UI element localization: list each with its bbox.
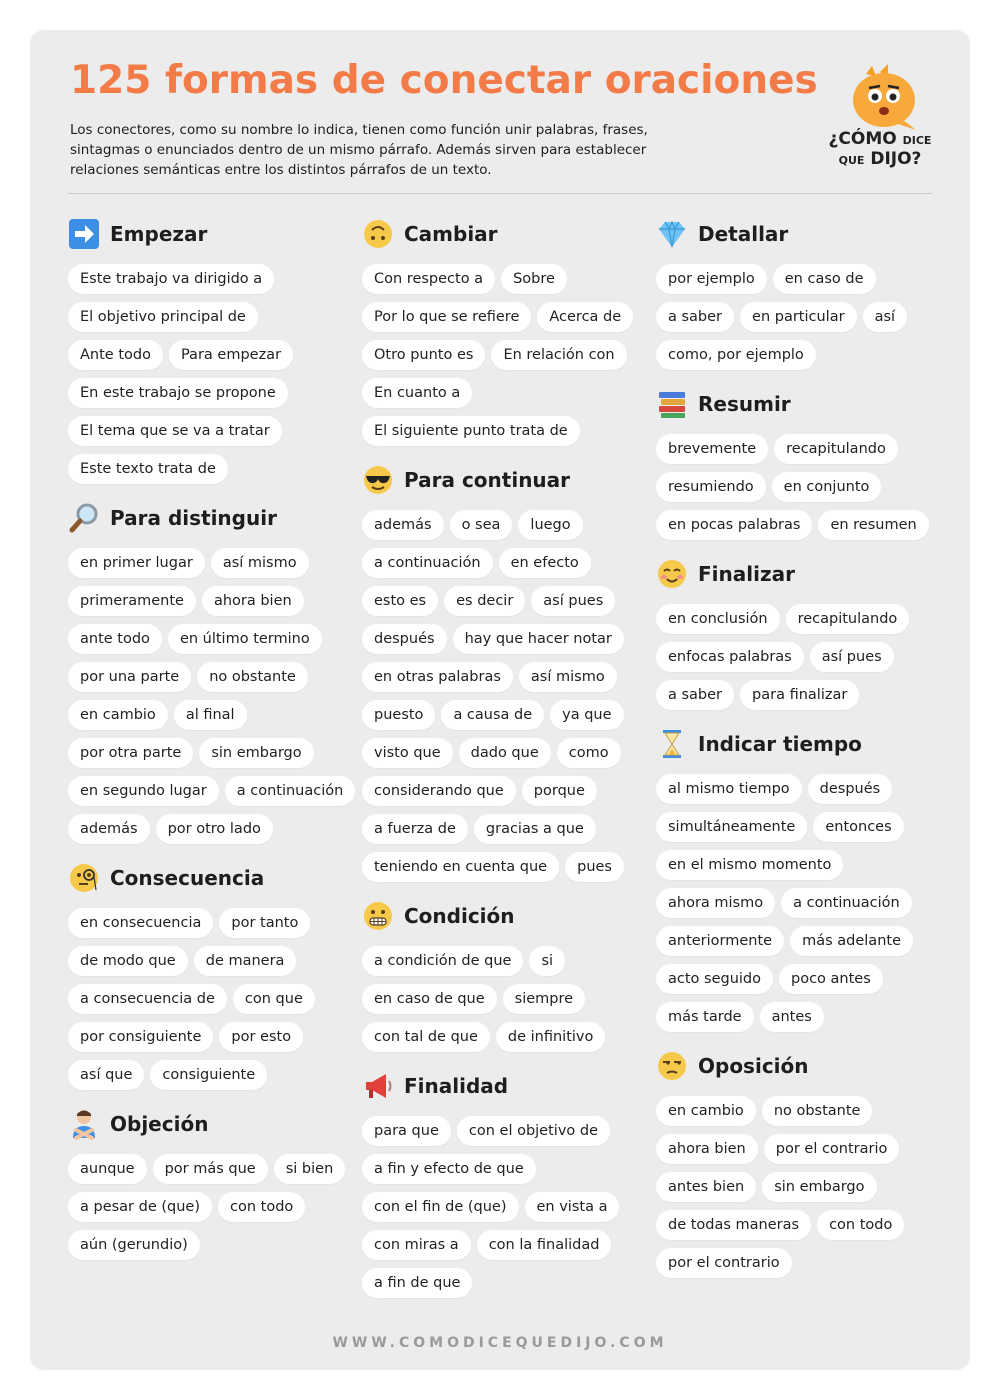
connector-chip: Sobre (501, 264, 567, 294)
section-condicion (362, 898, 652, 1052)
monocle-face-icon (68, 862, 100, 894)
connector-chip: teniendo en cuenta que (362, 852, 559, 882)
connector-chip: gracias a que (474, 814, 596, 844)
connector-list (68, 264, 358, 484)
connector-chip: de infinitivo (496, 1022, 605, 1052)
column-2 (362, 216, 652, 1314)
connector-chip: resumiendo (656, 472, 766, 502)
section-indicar-tiempo (656, 726, 946, 1032)
connector-chip: en pocas palabras (656, 510, 812, 540)
connector-chip: entonces (813, 812, 903, 842)
connector-chip: En este trabajo se propone (68, 378, 288, 408)
connector-chip: con la finalidad (477, 1230, 612, 1260)
connector-chip: luego (518, 510, 582, 540)
page-title: 125 formas de conectar oraciones (70, 58, 818, 103)
connector-chip: sin embargo (762, 1172, 876, 1202)
section-header (68, 1106, 358, 1142)
connector-chip: para finalizar (740, 680, 859, 710)
connector-chip: de modo que (68, 946, 188, 976)
connector-list (656, 264, 946, 370)
connector-chip: a condición de que (362, 946, 523, 976)
connector-chip: a continuación (781, 888, 912, 918)
section-detallar (656, 216, 946, 370)
connector-chip: simultáneamente (656, 812, 807, 842)
section-title: Finalizar (698, 562, 795, 586)
connector-chip: por esto (219, 1022, 303, 1052)
connector-chip: en cambio (656, 1096, 756, 1126)
column-1 (68, 216, 358, 1276)
connector-list (68, 1154, 358, 1260)
books-icon (656, 388, 688, 420)
connector-chip: anteriormente (656, 926, 784, 956)
gem-icon (656, 218, 688, 250)
section-header (362, 1068, 652, 1104)
section-header (656, 386, 946, 422)
connector-chip: por el contrario (656, 1248, 792, 1278)
upside-down-face-icon (362, 218, 394, 250)
logo-bird-icon (820, 64, 940, 134)
connector-chip: El tema que se va a tratar (68, 416, 282, 446)
section-header (656, 1048, 946, 1084)
connector-chip: si (529, 946, 565, 976)
logo (820, 64, 940, 174)
connector-chip: más tarde (656, 1002, 754, 1032)
intro-text: Los conectores, como su nombre lo indica, tienen como función unir palabras, frases, sintagmas o enunciados dentro de un mismo párrafo. Además sirven para establecer relaciones semánticas entre los distintos párrafos de un texto. (70, 122, 648, 178)
connector-chip: brevemente (656, 434, 768, 464)
connector-chip: en particular (740, 302, 857, 332)
connector-chip: así pues (810, 642, 894, 672)
connector-chip: es decir (444, 586, 525, 616)
section-header (656, 216, 946, 252)
connector-chip: hay que hacer notar (453, 624, 624, 654)
connector-chip: En cuanto a (362, 378, 472, 408)
connector-chip: en vista a (525, 1192, 620, 1222)
section-title: Detallar (698, 222, 789, 246)
section-header (656, 726, 946, 762)
connector-chip: de manera (194, 946, 297, 976)
section-title: Finalidad (404, 1074, 509, 1098)
connector-chip: después (362, 624, 447, 654)
connector-chip: en primer lugar (68, 548, 205, 578)
connector-chip: esto es (362, 586, 438, 616)
connector-chip: en último termino (168, 624, 322, 654)
connector-chip: sin embargo (199, 738, 313, 768)
connector-chip: antes (760, 1002, 824, 1032)
connector-chip: en resumen (818, 510, 928, 540)
connector-chip: en el mismo momento (656, 850, 843, 880)
connector-chip: Acerca de (537, 302, 633, 332)
section-header (68, 216, 358, 252)
connector-chip: con el fin de (que) (362, 1192, 519, 1222)
section-finalidad (362, 1068, 652, 1298)
section-header (362, 216, 652, 252)
blushing-face-icon (656, 558, 688, 590)
connector-chip: así mismo (211, 548, 309, 578)
connector-chip: en segundo lugar (68, 776, 219, 806)
connector-chip: como (557, 738, 621, 768)
connector-chip: además (362, 510, 444, 540)
section-title: Resumir (698, 392, 791, 416)
connector-chip: El objetivo principal de (68, 302, 258, 332)
connector-chip: Por lo que se refiere (362, 302, 531, 332)
arrow-right-icon (68, 218, 100, 250)
section-title: Indicar tiempo (698, 732, 862, 756)
connector-list (656, 434, 946, 540)
connector-chip: El siguiente punto trata de (362, 416, 580, 446)
connector-chip: Con respecto a (362, 264, 495, 294)
connector-chip: por consiguiente (68, 1022, 213, 1052)
connector-list (362, 946, 652, 1052)
connector-chip: por tanto (219, 908, 310, 938)
connector-chip: con el objetivo de (457, 1116, 610, 1146)
connector-chip: a fin de que (362, 1268, 472, 1298)
connector-list (68, 908, 358, 1090)
connector-chip: en caso de que (362, 984, 497, 1014)
connector-chip: con tal de que (362, 1022, 490, 1052)
connector-chip: a pesar de (que) (68, 1192, 212, 1222)
connector-chip: Para empezar (169, 340, 293, 370)
section-finalizar (656, 556, 946, 710)
connector-chip: ahora bien (656, 1134, 758, 1164)
section-para-continuar (362, 462, 652, 882)
connector-list (362, 1116, 652, 1298)
connector-chip: en conjunto (772, 472, 882, 502)
connector-chip: aún (gerundio) (68, 1230, 200, 1260)
connector-chip: Este texto trata de (68, 454, 228, 484)
connector-chip: pues (565, 852, 624, 882)
connector-chip: ya que (550, 700, 623, 730)
connector-chip: por otro lado (156, 814, 273, 844)
connector-chip: antes bien (656, 1172, 756, 1202)
connector-chip: en cambio (68, 700, 168, 730)
connector-chip: ante todo (68, 624, 162, 654)
logo-wordmark: ¿CÓMO DICE QUE DIJO? (828, 129, 932, 169)
connector-chip: con que (233, 984, 315, 1014)
section-title: Para distinguir (110, 506, 277, 530)
connector-chip: o sea (450, 510, 513, 540)
connector-chip: a saber (656, 680, 734, 710)
section-title: Cambiar (404, 222, 498, 246)
connector-list (68, 548, 358, 844)
connector-chip: puesto (362, 700, 435, 730)
person-gesturing-no-icon (68, 1108, 100, 1140)
unamused-face-icon (656, 1050, 688, 1082)
sunglasses-face-icon (362, 464, 394, 496)
connector-chip: porque (522, 776, 597, 806)
connector-chip: aunque (68, 1154, 147, 1184)
connector-chip: como, por ejemplo (656, 340, 816, 370)
section-header (362, 898, 652, 934)
section-title: Objeción (110, 1112, 209, 1136)
section-oposicion (656, 1048, 946, 1278)
connector-chip: primeramente (68, 586, 196, 616)
connector-chip: a fin y efecto de que (362, 1154, 536, 1184)
connector-list (362, 264, 652, 446)
connector-chip: al final (174, 700, 247, 730)
section-objecion (68, 1106, 358, 1260)
connector-chip: a causa de (441, 700, 544, 730)
connector-chip: recapitulando (774, 434, 898, 464)
section-header (362, 462, 652, 498)
connector-chip: en otras palabras (362, 662, 513, 692)
connector-chip: En relación con (491, 340, 626, 370)
magnifier-icon (68, 502, 100, 534)
connector-chip: dado que (459, 738, 551, 768)
connector-chip: para que (362, 1116, 451, 1146)
connector-chip: por el contrario (764, 1134, 900, 1164)
section-para-distinguir (68, 500, 358, 844)
hourglass-icon (656, 728, 688, 760)
connector-chip: a consecuencia de (68, 984, 227, 1014)
header-divider (68, 193, 932, 194)
connector-chip: siempre (503, 984, 585, 1014)
connector-chip: así mismo (519, 662, 617, 692)
connector-chip: así pues (531, 586, 615, 616)
connector-chip: no obstante (762, 1096, 873, 1126)
connector-chip: Otro punto es (362, 340, 485, 370)
footer-url: WWW.COMODICEQUEDIJO.COM (332, 1335, 668, 1351)
connector-chip: recapitulando (786, 604, 910, 634)
connector-chip: en efecto (499, 548, 591, 578)
section-title: Condición (404, 904, 515, 928)
connector-chip: además (68, 814, 150, 844)
megaphone-icon (362, 1070, 394, 1102)
section-title: Para continuar (404, 468, 571, 492)
connector-chip: por otra parte (68, 738, 193, 768)
connector-chip: en caso de (773, 264, 876, 294)
connector-list (362, 510, 652, 882)
connector-chip: Este trabajo va dirigido a (68, 264, 274, 294)
section-consecuencia (68, 860, 358, 1090)
connector-chip: poco antes (779, 964, 883, 994)
connector-chip: considerando que (362, 776, 516, 806)
section-resumir (656, 386, 946, 540)
connector-chip: más adelante (790, 926, 913, 956)
connector-chip: así que (68, 1060, 144, 1090)
connector-chip: así (863, 302, 907, 332)
column-3 (656, 216, 946, 1294)
connector-chip: a fuerza de (362, 814, 468, 844)
connector-chip: a saber (656, 302, 734, 332)
connector-list (656, 774, 946, 1032)
connector-chip: visto que (362, 738, 453, 768)
section-empezar (68, 216, 358, 484)
section-title: Consecuencia (110, 866, 265, 890)
connector-chip: no obstante (197, 662, 308, 692)
connector-chip: con todo (218, 1192, 305, 1222)
section-cambiar (362, 216, 652, 446)
connector-chip: por una parte (68, 662, 191, 692)
connector-list (656, 1096, 946, 1278)
connector-chip: ahora mismo (656, 888, 775, 918)
connector-chip: enfocas palabras (656, 642, 804, 672)
connector-chip: Ante todo (68, 340, 163, 370)
connector-chip: después (808, 774, 893, 804)
connector-list (656, 604, 946, 710)
section-title: Oposición (698, 1054, 809, 1078)
connector-chip: con miras a (362, 1230, 471, 1260)
connector-chip: de todas maneras (656, 1210, 811, 1240)
grimacing-face-icon (362, 900, 394, 932)
connector-chip: al mismo tiempo (656, 774, 802, 804)
section-header (68, 500, 358, 536)
connector-chip: en consecuencia (68, 908, 213, 938)
connector-chip: con todo (817, 1210, 904, 1240)
connector-chip: acto seguido (656, 964, 773, 994)
connector-chip: por ejemplo (656, 264, 767, 294)
connector-chip: por más que (153, 1154, 268, 1184)
section-header (68, 860, 358, 896)
connector-chip: consiguiente (150, 1060, 267, 1090)
section-title: Empezar (110, 222, 208, 246)
section-header (656, 556, 946, 592)
connector-chip: ahora bien (202, 586, 304, 616)
connector-chip: a continuación (362, 548, 493, 578)
connector-chip: en conclusión (656, 604, 780, 634)
connector-chip: a continuación (225, 776, 356, 806)
connector-chip: si bien (274, 1154, 346, 1184)
